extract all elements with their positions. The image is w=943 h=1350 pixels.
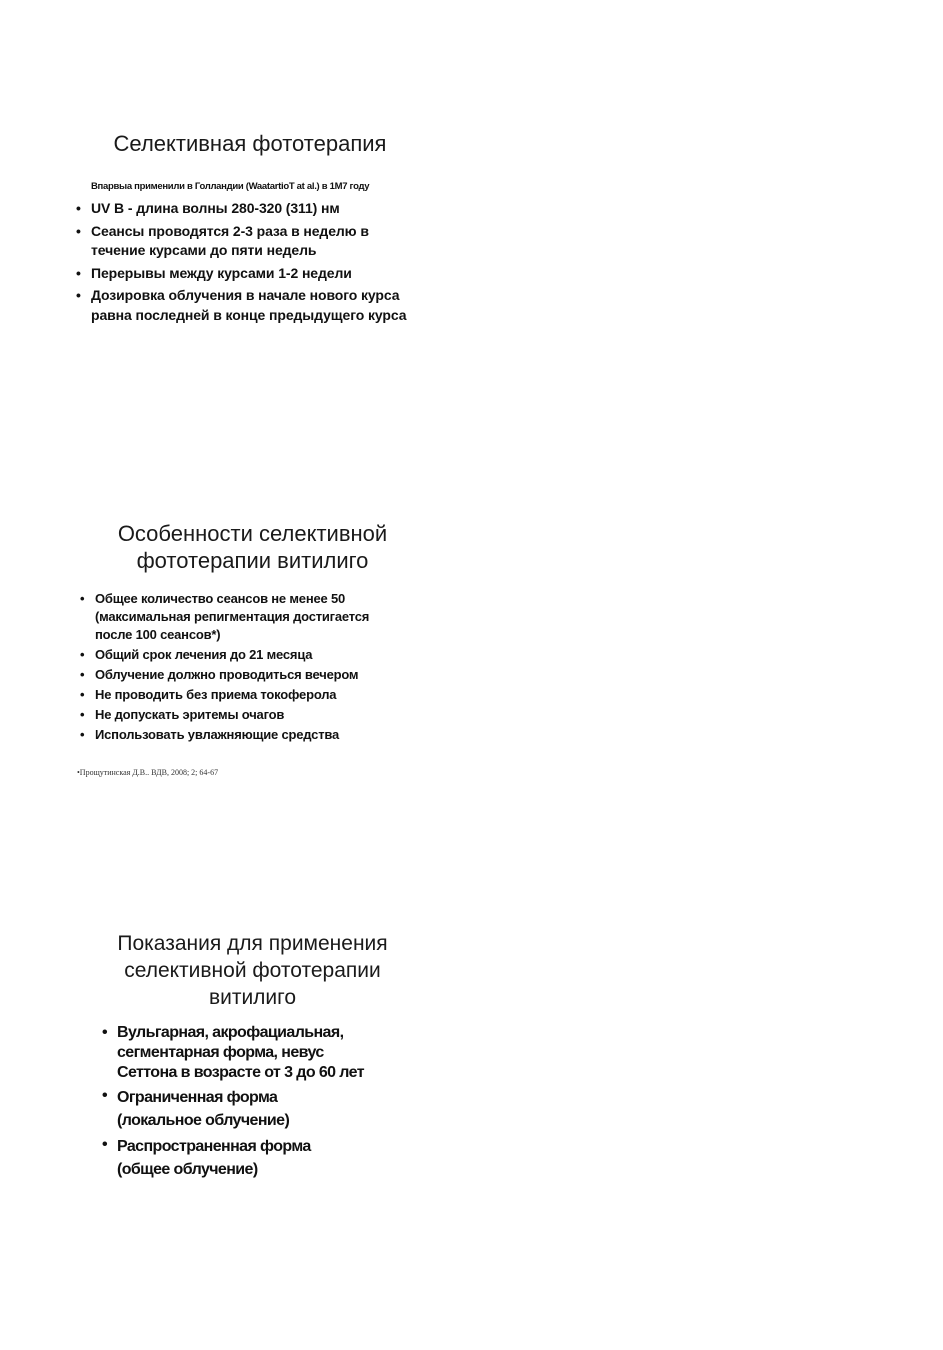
bullet-icon: • [80,707,85,722]
list-item-text: Сеттона в возрасте от 3 до 60 лет [117,1064,364,1081]
list-item-text: сегментарная форма, невус [117,1044,324,1061]
intro-note: Впарвыа применили в Голландии (WaatartioT at al.) в 1M7 году [91,181,370,192]
list-item-text: Не допускать эритемы очагов [95,707,285,722]
list-item-text: Вульгарная, акрофациальная, [117,1024,344,1041]
bullet-icon: • [76,222,81,239]
slide-title [100,930,405,1011]
bullet-icon: • [80,687,85,702]
list-item-text: (локальное облучение) [117,1112,290,1129]
list-item-text: Общее количество сеансов не менее 50 [95,591,346,606]
list-item [76,264,456,284]
list-item [76,222,456,261]
list-item [80,666,440,684]
list-item [102,1023,422,1083]
bullet-icon: • [80,727,85,742]
bullet-icon: • [76,287,81,303]
list-item [80,726,440,744]
list-item [80,686,440,704]
bullet-icon: • [76,264,81,281]
bullet-icon: • [102,1087,108,1104]
bullet-icon: • [102,1024,108,1041]
footnote: •Прощутинская Д.В.. ВДВ, 2008; 2; 64-67 [77,768,219,777]
list-item [102,1135,422,1181]
list-item-text: течение курсами до пяти недель [91,242,317,258]
list-item-text: Распространенная форма [117,1138,311,1155]
slide-title-line: фототерапии витилиго [136,548,369,573]
list-item-text: Дозировка облучения в начале нового курса [91,287,400,303]
list-item [80,646,440,664]
list-item [80,706,440,724]
list-item-text: равна последней в конце предыдущего курса [91,306,407,323]
list-item-text: Ограниченная форма [117,1089,278,1106]
list-item-text: Облучение должно проводиться вечером [95,667,359,682]
list-item-text: (общее облучение) [117,1161,258,1178]
bullet-list [76,199,456,328]
bullet-icon: • [102,1136,108,1153]
slide-title-line: витилиго [208,986,297,1009]
bullet-list [80,590,440,746]
slide-title-line: Показания для применения [117,932,388,955]
slide-title [90,520,415,574]
bullet-icon: • [76,200,81,216]
list-item-text: Перерывы между курсами 1-2 недели [91,264,352,281]
list-item [76,199,456,219]
list-item-text: Использовать увлажняющие средства [95,727,340,742]
list-item-text: UV B - длина волны 280-320 (311) нм [91,200,340,216]
list-item [80,590,440,644]
bullet-icon: • [80,667,85,682]
list-item [76,286,456,325]
slide-title-line: Особенности селективной [117,521,388,546]
bullet-icon: • [80,591,85,606]
bullet-icon: • [80,647,85,662]
list-item [102,1086,422,1132]
slide-title: Селективная фототерапия [113,131,387,156]
bullet-list [102,1023,422,1184]
list-item-text: Не проводить без приема токоферола [95,687,337,702]
list-item-text: (максимальная репигментация достигается [95,609,370,624]
list-item-text: Сеансы проводятся 2-3 раза в неделю в [91,222,369,239]
list-item-text: Общий срок лечения до 21 месяца [95,647,313,662]
slide-title-line: селективной фототерапии [124,959,381,982]
list-item-text: после 100 сеансов*) [95,627,221,642]
